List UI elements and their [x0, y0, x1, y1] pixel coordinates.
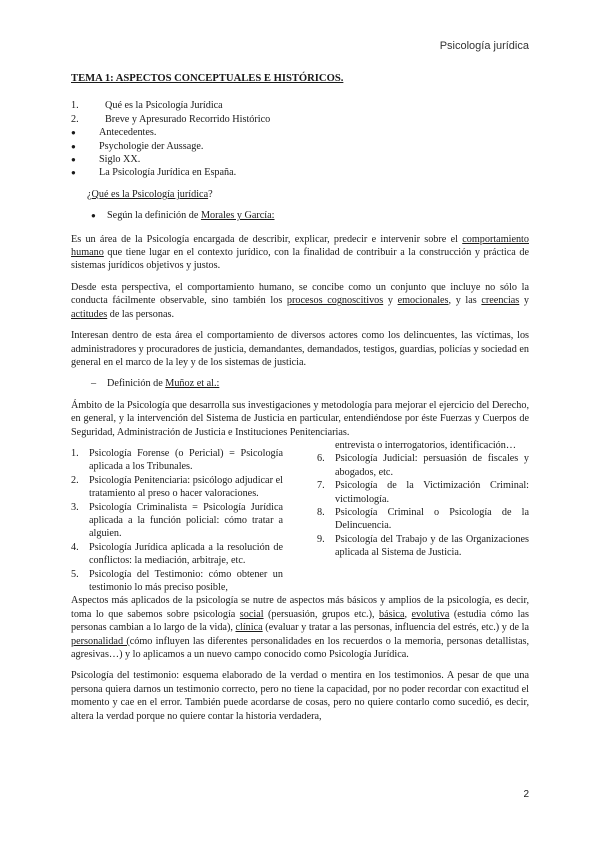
toc-subitem: ● Antecedentes. [79, 126, 529, 139]
toc-subitem: ● La Psicología Jurídica en España. [79, 166, 529, 179]
definition-dash: – Definición de Muñoz et al.: [91, 377, 529, 390]
toc-item: 1. Qué es la Psicología Jurídica [71, 100, 223, 112]
list-item-continued: entrevista o interrogatorios, identificación… [335, 439, 517, 451]
list-item: 8. Psicología Criminal o Psicología de la Delincuencia. [317, 506, 529, 532]
areas-column-right [317, 439, 529, 594]
toc-subitem: ● Siglo XX. [79, 153, 529, 166]
paragraph-actors: Interesan dentro de esta área el comportamiento de diversos actores como los delincuentes, las víctimas, los administradores y procuradores de justicia, demandantes, demandados, testigos, guardias, policías y sociedad en general en el marco de la ley y de los sistemas de justicia. [71, 330, 529, 368]
page-number: 2 [523, 789, 529, 800]
list-item: 6. Psicología Judicial: persuasión de fiscales y abogados, etc. [317, 453, 529, 478]
table-of-contents [71, 99, 529, 126]
toc-subitem: ● Psychologie der Aussage. [79, 140, 529, 153]
list-item: 7. Psicología de la Victimización Criminal: victimología. [317, 480, 529, 505]
running-header: Psicología jurídica [439, 40, 529, 52]
list-item: 3. Psicología Criminalista = Psicología Jurídica aplicada a la función policial: cómo tratar a alguien. [71, 501, 283, 540]
areas-list [71, 439, 529, 594]
paragraph-testimony: Psicología del testimonio: esquema elaborado de la verdad o mentira en los testimonios. A pesar de que una persona quiera darnos un testimonio correcto, pero no tiene la capacidad, por no poder recordar con exactitud el momento y cae en el error. También puede acordarse de cosas, pero no quiere contarlo como sucedió, es decir, altera la verdad porque no quiere contar la historia verdadera, [71, 670, 529, 722]
paragraph-definition: Es un área de la Psicología encargada de describir, explicar, predecir e intervenir sobre el comportamiento humano que tiene lugar en el contexto jurídico, con la finalidad de contribuir a la construcción y práctica de sistemas jurídicos objetivos y justos. [71, 233, 529, 272]
list-item: 1. Psicología Forense (o Pericial) = Psicología aplicada a los Tribunales. [71, 447, 283, 473]
definition-bullet: ● Según la definición de Morales y García: [91, 209, 529, 222]
paragraph-scope: Ámbito de la Psicología que desarrolla sus investigaciones y metodología para mejorar el ejercicio del Derecho, en general, y la intervención del Sistema de Justicia en particular, entendiéndose por éste Fuerzas y Cuerpos de Seguridad, Administración de Justicia e Instituciones Penitenciarias. [71, 399, 529, 438]
paragraph-applied-aspects: Aspectos más aplicados de la psicología se nutre de aspectos más básicos y amplios de la psicología, es decir, toma lo que sabemos sobre psicología social (persuasión, grupos etc.), básica, evolutiva (estudia cómo las personas cambian a lo largo de la vida), clínica (evaluar y tratar a las personas, influencia del estrés, etc.) y de la personalidad (cómo influyen las diferentes personalidades en los recuerdos o la memoria, personas detallistas, agresivas…) y lo aplicamos a un nuevo campo conocido como Psicología Jurídica. [71, 595, 530, 661]
chapter-title: TEMA 1: ASPECTOS CONCEPTUALES E HISTÓRICOS. [71, 73, 344, 84]
document-body [71, 72, 529, 731]
list-item: 5. Psicología del Testimonio: cómo obtener un testimonio lo más preciso posible, [71, 568, 283, 593]
toc-item: 2. Breve y Apresurado Recorrido Histórico [71, 113, 271, 125]
toc-subitems [79, 126, 529, 180]
list-item: 9. Psicología del Trabajo y de las Organizaciones aplicada al Sistema de Justicia. [317, 533, 529, 559]
section-question: ¿Qué es la Psicología jurídica? [87, 188, 213, 200]
paragraph-perspective: Desde esta perspectiva, el comportamiento humano, se concibe como un conjunto que incluye no sólo la conducta fácilmente observable, sino también los procesos cognoscitivos y emocionales, y las creencias y actitudes de las personas. [71, 281, 529, 320]
areas-column-left [71, 447, 283, 594]
list-item: 4. Psicología Jurídica aplicada a la resolución de conflictos: la mediación, arbitraje, etc. [71, 541, 283, 567]
list-item: 2. Psicología Penitenciaria: psicólogo adjudicar el tratamiento al preso o hacer valoraciones. [71, 474, 283, 500]
